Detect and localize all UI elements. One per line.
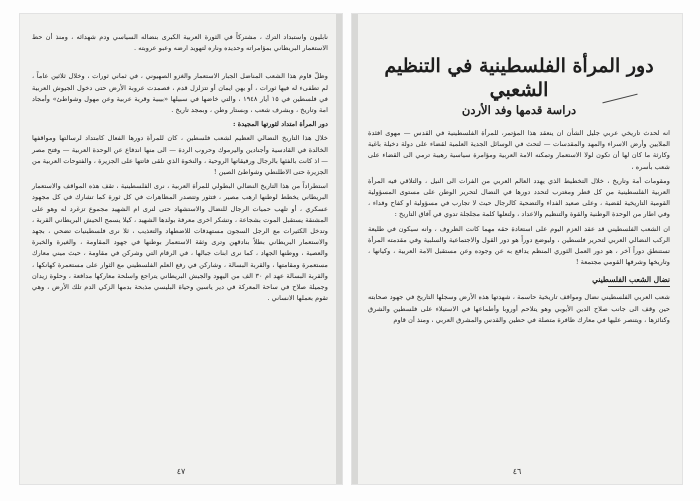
article-subtitle: دراسة قدمها وفد الأردن (461, 103, 577, 117)
right-page-number: ٤٦ (512, 467, 522, 476)
left-paragraph-2: خلال هذا التاريخ النضالي العظيم لشعب فلسطين ، كان للمرأة دورها الفعال كامتداد لرسالتها ومواقفها الخالدة في القادسية وأجنادين واليرموك وحروب الردة — الى منها اندفاع عن الوحدة العربية — وفتح مصر — اذ كانت بالفئها بالرجال ورفيقاتها الروحية ، والنخوة الذي تلقى فاتتها على الجزيرة ، والفتوحات العربية من الجزيرة حتى الاطلنطي وشواطئ الصين ! (32, 134, 328, 177)
right-page (352, 14, 682, 484)
left-paragraph-3: استطراداً من هذا التاريخ النضالي البطولي للمرأة العربية ، نرى الفلسطينية ، تقف هذه المواقف والاستعمار البريطاني يخطط لوطنها ارهب مصير ، فتثور وتتصدر المظاهرات في كل ثورة كما تشارك في كل مجهود عسكري ، أو تلهب حميات الرجال للنضال والاستشهاد حتى لنرى ام الشهيد مجموع تزغرد له وهو على المشنقة يستقبل الموت بشجاعة ، وتشكر اخرى معرفة بولدها الشهيد ، كيلا يسمح الحيش البريطاني القربة ، وتدخل الكثيرات مع الرجل السجون مستهدفات للاضطهاد والتعذيب ، ثلا نرى فلسطينيات تضحي ، بجهد والاستعمار البريطاني بطلاً بنادقهن وترى وثقة الاستعمار بوطنها في جهود المقاومة ، والغيرة والخبرة والعصية ، ووطنها الجهاد ، كما نرى ابنات جبالها ، في الرقام التي وشركن في مقاومة ، حيث ميني معارك مستعمرة ومقامتها ، والقربة البسالة ، وشاركن في رفع العلم الفلسطيني مع الثوار على مستعمرة كهانكها ، والقربة البسالة عهد ام ٣٠ الف من اليهود والجيش البريطاني يتراجع واسلحة معاركها مدافعة ، وحلوة زيدان وجميلة صلاح في ساحة المعركة في دير ياسين وحياة البليسي مذبحة بدمها الزكي الدم تلك الأرض ، وهي تقوم بعملها الانساني . (32, 182, 328, 303)
left-page-text-column (32, 32, 328, 307)
section-heading-underline (608, 286, 670, 287)
right-page-text-column (368, 54, 670, 329)
section-heading: نضال الشعب الفلسطيني (592, 275, 670, 285)
left-page-number: ٤٧ (176, 467, 186, 476)
right-section-paragraph: شعب العربي الفلسطيني نضال ومواقف تاريخية حاسمة ، شهدتها هذه الأرض وسجلها التاريخ في جهود صحابته حين وقف الى جانب صلاح الدين الأيوبي وهو يتلاحم أوروبا وأطماعها في الاستيلاء على فلسطين والشرق وكنائزها ، ويتنصر عليها في معارك ظافرة متصلة في حطين والقدس والمشرق العربي ، ومنذ أن قاوم (368, 293, 670, 324)
article-title: دور المرأة الفلسطينية في التنظيم الشعبي (384, 55, 654, 101)
left-top-paragraph: نابليون واستبداد الترك ، مشتركاً في الثورة العربية الكبرى بنضاله السياسي ودم شهدائه ، ومنذ أن حط الاستعمار البريطاني بمؤامراته وحديده وناره لتهويد ارضه وعبو عروبته . (32, 33, 328, 53)
right-intro-paragraph-3: ان الشعب الفلسطيني قد عقد العزم اليوم على استعادة حقه مهما كانت الظروف ، وانه سيكون في طليعة الركب النضالي العربي لتحرير فلسطين ، وليوضع دوراً هو دور القول والاجتماعية والسلبية وفي مقدمته المرأة تستنطق دوراً آخر ، هو دور العمل الثوري المنظم يدافع به عن وجوده وعن مستقبل الامة العربية ، وكيانها ، وتاريخها وشرفها القومي مجتمعة ! (368, 224, 670, 267)
right-intro-paragraph-1: انه لحدث تاريخي عربي جليل الشأن ان ينعقد هذا المؤتمر، للمرأة الفلسطينية في القدس — مهوى افئدة الملايين وأرض الاسراء والمهد والمقدسات — لتحث في الوسائل الجدية العلمية لقضاء على دولة دخيلة باغية وكارثة ما كان لها أن تكون لولا الاستعمار وتمكنه الامة العربية ومؤامرة سياسية رهيبة ترمي الى القضاء على شعب بأسره ، (368, 129, 670, 171)
left-page (20, 14, 342, 484)
right-intro-paragraph-2: ومقومات أمة وتاريخ ، خلال التخطيط الذي يهدد العالم العربي من الفرات الى النيل ، والتلاقي فيه المرأة العربية الفلسطينية من كل قطر ومغترب لتحدد دورها في النضال لتحرير الوطن على مستوى المسؤولية القومية التاريخية لقضية ، وعلى صعيد الفداء والتضحية كالرجال حيث لا تجارب في مسؤولية او كفاح وفداء ، وفي اطار من الوحدة الوطنية والقوة والتنظيم والاعداد ، ولتعلها كلمة مجلجلة تدوي في آفاق التاريخ : (368, 176, 670, 219)
page-gutter-shadow (352, 14, 358, 484)
left-paragraph-1: وظلّ قاوم هذا الشعب المناضل الجبار الاستعمار والغزو الصهيوني ، في ثماني ثورات ، وخلال ثلاثين عاماً ، لم تطفىء له فيها ثورات ، أو يهن ايمان أو تتزلزل قدم ، فصمدت عروبة الأرض حتى دخول الجيوش العربية في فلسطين في ١٥ أيار ١٩٤٨ ، والتي خاضها في سبيلها «بيبية وقرية عربية وعن مهول وشواطئ» وأمجاد امة وتاريخ ، وبشرف شعب ، وبستار وطن ، وبمجد تاريخ . (32, 72, 329, 115)
page-gutter-shadow (336, 14, 342, 484)
left-subheading: دور المرأة امتداد لثورتها المجيدة : (233, 120, 328, 129)
